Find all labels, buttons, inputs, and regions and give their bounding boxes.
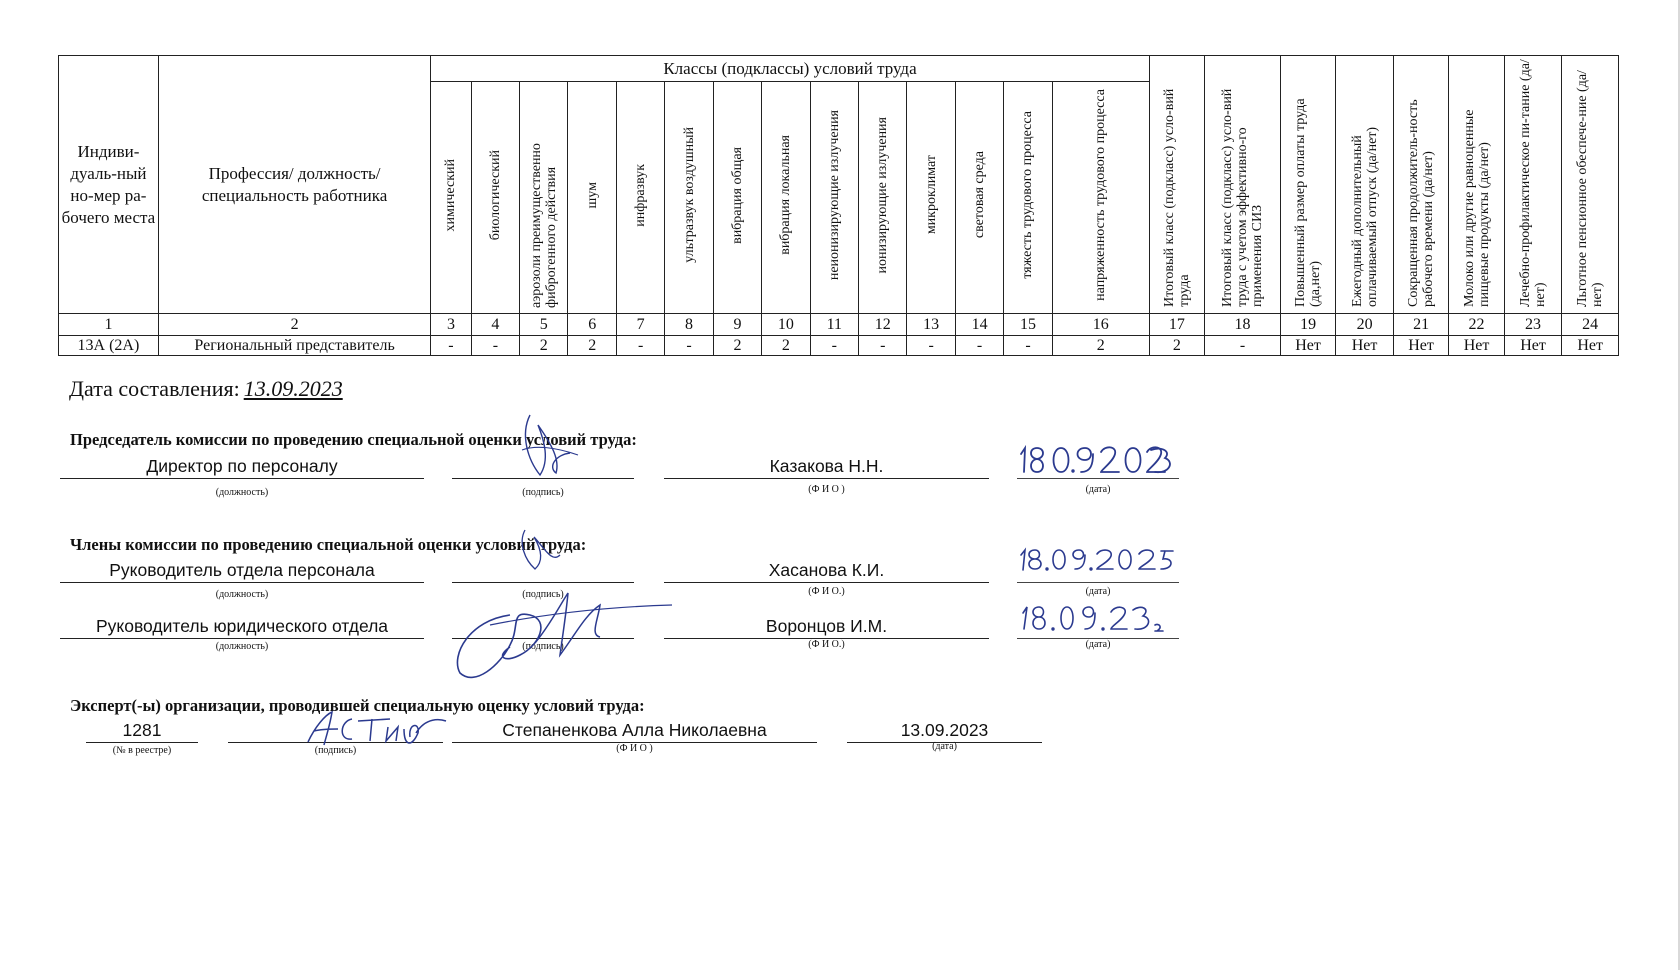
- sout-results-table: [58, 55, 1619, 356]
- date-compiled-label: Дата составления:: [69, 376, 240, 401]
- chairman-position: Директор по персоналу: [60, 455, 424, 479]
- col-num: 24: [1562, 314, 1619, 336]
- cell-value: -: [907, 336, 955, 356]
- col-num: 15: [1004, 314, 1052, 336]
- cell-value: -: [1004, 336, 1052, 356]
- header-factor-ultrasound: ультразвук воздушный: [665, 82, 713, 314]
- header-factor-heaviness: тяжесть трудового процесса: [1004, 82, 1052, 314]
- col-num: 11: [810, 314, 858, 336]
- cell-value: 2: [1149, 336, 1204, 356]
- member2-cap-date: (дата): [1085, 639, 1111, 650]
- expert-date: 13.09.2023: [847, 719, 1042, 743]
- member1-signature: [500, 525, 580, 575]
- cell-workplace: 13А (2А): [59, 336, 159, 356]
- header-factor-nonionizing: неионизирующие излучения: [810, 82, 858, 314]
- col-num: 3: [431, 314, 471, 336]
- member1-cap-signature: (подпись): [522, 589, 564, 600]
- header-pension: Льготное пенсионное обеспече-ние (да/нет): [1562, 56, 1619, 314]
- header-profession: Профессия/ должность/ специальность работника: [158, 56, 430, 314]
- member2-name: Воронцов И.М.: [664, 615, 989, 639]
- chairman-name: Казакова Н.Н.: [664, 455, 989, 479]
- cell-value: 2: [762, 336, 810, 356]
- cell-value: Нет: [1280, 336, 1335, 356]
- expert-cap-date: (дата): [932, 741, 957, 752]
- col-num: 6: [568, 314, 616, 336]
- member1-position: Руководитель отдела персонала: [60, 559, 424, 583]
- header-factor-noise: шум: [568, 82, 616, 314]
- member2-signature: [450, 585, 680, 690]
- header-factor-biological: биологический: [471, 82, 519, 314]
- member1-date-handwritten: [1017, 545, 1177, 575]
- chairman-heading: Председатель комиссии по проведению специальной оценки условий труда:: [70, 430, 637, 449]
- expert-cap-signature: (подпись): [314, 745, 357, 756]
- col-num: 2: [158, 314, 430, 336]
- cell-value: Нет: [1393, 336, 1448, 356]
- member2-cap-position: (должность): [215, 641, 269, 652]
- col-num: 5: [520, 314, 568, 336]
- header-factor-light: световая среда: [955, 82, 1003, 314]
- header-milk: Молоко или другие равноценные пищевые продукты (да/нет): [1449, 56, 1504, 314]
- col-num: 10: [762, 314, 810, 336]
- cell-value: Нет: [1449, 336, 1504, 356]
- header-factor-vibration-local: вибрация локальная: [762, 82, 810, 314]
- chairman-signature: [500, 405, 590, 485]
- cell-value: -: [955, 336, 1003, 356]
- expert-signature: [300, 707, 450, 752]
- expert-heading: Эксперт(-ы) организации, проводившей специальную оценку условий труда:: [70, 696, 645, 715]
- header-factor-intensity: напряженность трудового процесса: [1052, 82, 1149, 314]
- col-num: 22: [1449, 314, 1504, 336]
- cell-value: 2: [568, 336, 616, 356]
- col-num: 9: [713, 314, 761, 336]
- expert-cap-registry: (№ в реестре): [112, 745, 172, 756]
- cell-value: Нет: [1562, 336, 1619, 356]
- cell-profession: Региональный представитель: [158, 336, 430, 356]
- header-factor-infrasound: инфразвук: [616, 82, 664, 314]
- expert-name: Степаненкова Алла Николаевна: [452, 719, 817, 743]
- col-num: 18: [1205, 314, 1281, 336]
- cell-value: -: [859, 336, 907, 356]
- cell-value: 2: [520, 336, 568, 356]
- chairman-date-handwritten: [1015, 440, 1175, 478]
- member2-date-handwritten: [1017, 601, 1167, 636]
- expert-cap-name: (Ф И О ): [616, 743, 653, 754]
- member2-position: Руководитель юридического отдела: [60, 615, 424, 639]
- col-num: 21: [1393, 314, 1448, 336]
- table-row: [59, 336, 1619, 356]
- member1-name: Хасанова К.И.: [664, 559, 989, 583]
- cell-value: -: [616, 336, 664, 356]
- chairman-cap-position: (должность): [215, 487, 269, 498]
- col-num: 12: [859, 314, 907, 336]
- col-num: 16: [1052, 314, 1149, 336]
- header-increased-pay: Повышенный размер оплаты труда (да,нет): [1280, 56, 1335, 314]
- col-num: 17: [1149, 314, 1204, 336]
- header-factor-vibration-general: вибрация общая: [713, 82, 761, 314]
- chairman-cap-name: (Ф И О ): [808, 484, 845, 495]
- header-extra-leave: Ежегодный дополнительный оплачиваемый отпуск (да/нет): [1336, 56, 1394, 314]
- members-heading: Члены комиссии по проведению специальной оценки условий труда:: [70, 535, 587, 554]
- cell-value: Нет: [1504, 336, 1562, 356]
- header-final-class: Итоговый класс (подкласс) усло-вий труда: [1149, 56, 1204, 314]
- cell-value: -: [431, 336, 471, 356]
- expert-registry-number: 1281: [86, 719, 198, 743]
- col-num: 14: [955, 314, 1003, 336]
- col-num: 7: [616, 314, 664, 336]
- member1-cap-date: (дата): [1085, 586, 1111, 597]
- header-factor-chemical: химический: [431, 82, 471, 314]
- member2-cap-name: (Ф И О.): [808, 639, 845, 650]
- member1-cap-position: (должность): [215, 589, 269, 600]
- member1-cap-name: (Ф И О.): [808, 586, 845, 597]
- member2-cap-signature: (подпись): [522, 641, 564, 652]
- cell-value: -: [665, 336, 713, 356]
- date-compiled-value: 13.09.2023: [243, 376, 343, 401]
- column-numbers-row: [59, 314, 1619, 336]
- cell-value: Нет: [1336, 336, 1394, 356]
- header-classes-group: Классы (подклассы) условий труда: [431, 56, 1149, 82]
- header-reduced-hours: Сокращенная продолжитель-ность рабочего времени (да/нет): [1393, 56, 1448, 314]
- col-num: 4: [471, 314, 519, 336]
- date-compiled: [69, 376, 347, 402]
- cell-value: 2: [1052, 336, 1149, 356]
- col-num: 1: [59, 314, 159, 336]
- cell-value: -: [471, 336, 519, 356]
- col-num: 8: [665, 314, 713, 336]
- header-factor-aerosols: аэрозоли преимущественно фиброгенного действия: [520, 82, 568, 314]
- chairman-cap-date: (дата): [1085, 484, 1111, 495]
- col-num: 20: [1336, 314, 1394, 336]
- header-therapeutic-food: Лечебно-профилактическое пи-тание (да/нет): [1504, 56, 1562, 314]
- cell-value: -: [810, 336, 858, 356]
- cell-value: 2: [713, 336, 761, 356]
- col-num: 19: [1280, 314, 1335, 336]
- header-factor-microclimate: микроклимат: [907, 82, 955, 314]
- col-num: 13: [907, 314, 955, 336]
- cell-value: -: [1205, 336, 1281, 356]
- col-num: 23: [1504, 314, 1562, 336]
- header-workplace-number: Индиви-дуаль-ный но-мер ра-бочего места: [59, 56, 159, 314]
- header-final-class-siz: Итоговый класс (подкласс) усло-вий труда с учетом эффективно-го применения СИЗ: [1205, 56, 1281, 314]
- header-factor-ionizing: ионизирующие излучения: [859, 82, 907, 314]
- chairman-cap-signature: (подпись): [522, 487, 564, 498]
